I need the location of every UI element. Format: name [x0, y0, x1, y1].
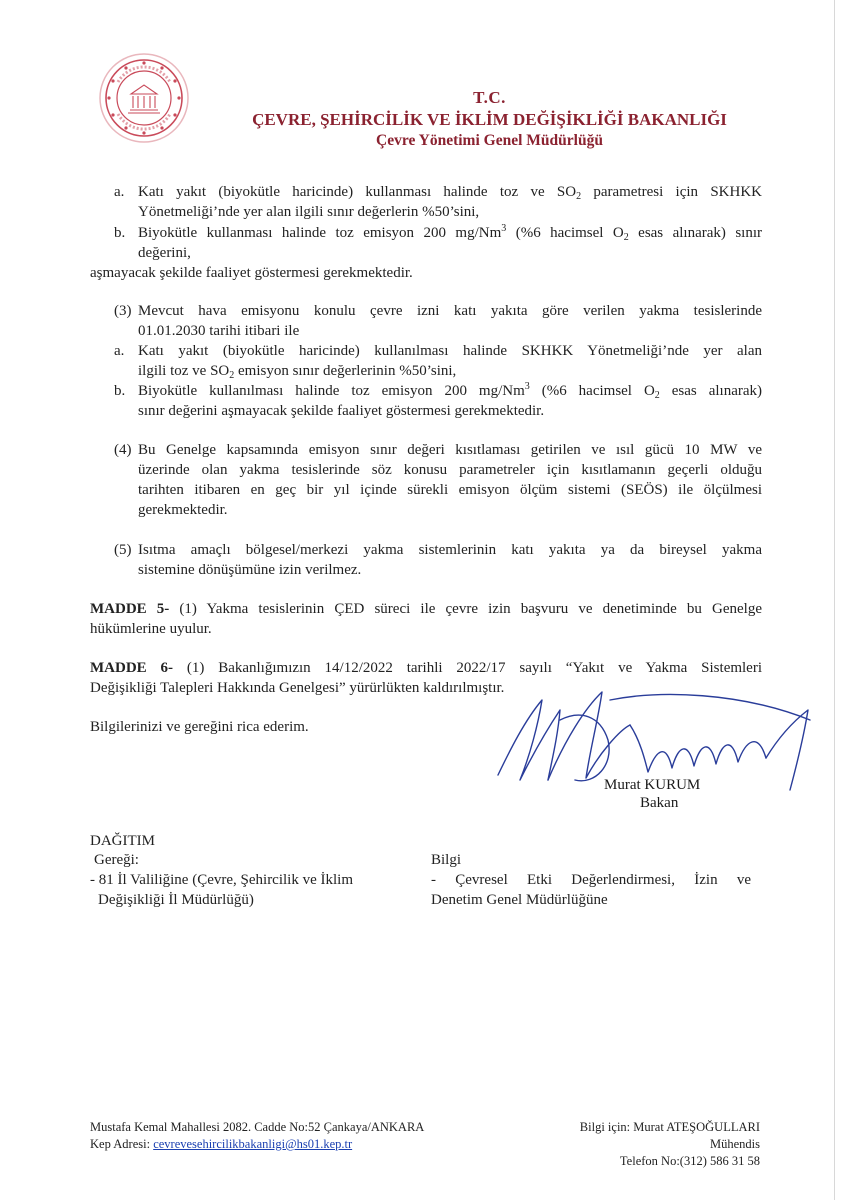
top-closing: aşmayacak şekilde faaliyet göstermesi gerekmektedir.: [90, 265, 413, 281]
item3-label: (3): [114, 303, 132, 319]
item4-label: (4): [114, 442, 132, 458]
signatory-title: Bakan: [640, 795, 679, 811]
item5-line2: sistemine dönüşümüne izin verilmez.: [138, 562, 362, 578]
signatory-name: Murat KURUM: [604, 777, 701, 793]
directorate-title: Çevre Yönetimi Genel Müdürlüğü: [376, 132, 603, 149]
item3-line2: 01.01.2030 tarihi itibari ile: [138, 323, 300, 339]
distribution-bilgi-line2: Denetim Genel Müdürlüğüne: [431, 892, 608, 908]
list-label-b: b.: [114, 225, 126, 241]
closing-sentence: Bilgilerinizi ve gereğini rica ederim.: [90, 719, 309, 735]
item4-line1: Bu Genelge kapsamında emisyon sınır değeri kısıtlaması getirilen ve ısıl gücü 10 MW ve: [138, 442, 762, 458]
kep-address-link[interactable]: cevrevesehircilikbakanligi@hs01.kep.tr: [153, 1137, 353, 1151]
item3-line1: Mevcut hava emisyonu konulu çevre izni katı yakıta göre verilen yakma tesislerinde: [138, 303, 762, 319]
madde6-line1: MADDE 6- (1) Bakanlığımızın 14/12/2022 tarihli 2022/17 sayılı “Yakıt ve Yakma Sistemleri: [90, 660, 763, 676]
item3-a-line1: Katı yakıt (biyokütle haricinde) kullanılması halinde SKHKK Yönetmeliği’nde yer alan: [138, 343, 762, 359]
item3-b-label: b.: [114, 383, 126, 399]
item4-line4: gerekmektedir.: [138, 502, 228, 518]
footer-phone: Telefon No:(312) 586 31 58: [619, 1154, 760, 1168]
top-b-line2: değerini,: [138, 245, 191, 261]
top-b-line1: Biyokütle kullanması halinde toz emisyon 200 mg/Nm$^3$ (%6 hacimsel $O_2$ esas alınarak) sınır: [138, 223, 762, 243]
item4-line2: üzerinde olan yakma tesislerinde söz konusu parametreler için kısıtlamanın geçerli olduğu: [138, 462, 762, 478]
distribution-gerekli-line2: Değişikliği İl Müdürlüğü): [98, 892, 254, 908]
header-tc: T.C.: [473, 88, 506, 107]
distribution-title: DAĞITIM: [90, 833, 155, 849]
footer-kep: Kep Adresi: cevrevesehircilikbakanligi@hs01.kep.tr: [90, 1137, 353, 1151]
item3-b-line2: sınır değerini aşmayacak şekilde faaliyet göstermesi gerekmektedir.: [138, 403, 545, 419]
item5-line1: Isıtma amaçlı bölgesel/merkezi yakma sistemlerinin katı yakıta ya da bireysel yakma: [138, 542, 762, 558]
distribution-bilgi-line1: - Çevresel Etki Değerlendirmesi, İzin ve: [431, 872, 751, 888]
madde6-line2: Değişikliği Talepleri Hakkında Genelgesi” yürürlükten kaldırılmıştır.: [90, 680, 505, 696]
item4-line3: tarihten itibaren en geç bir yıl içinde sürekli emisyon ölçüm sistemi (SEÖS) ile ölçülmesi: [138, 482, 762, 498]
footer-address: Mustafa Kemal Mahallesi 2082. Cadde No:52 Çankaya/ANKARA: [90, 1120, 425, 1134]
item5-label: (5): [114, 542, 132, 558]
item3-b-line1: Biyokütle kullanılması halinde toz emisyon 200 mg/Nm$^3$ (%6 hacimsel $O_2$ esas alınarak): [138, 381, 762, 401]
footer-role: Mühendis: [710, 1137, 760, 1151]
item3-a-label: a.: [114, 343, 125, 359]
footer-info: Bilgi için: Murat ATEŞOĞULLARI: [579, 1120, 760, 1134]
distribution-gerekli-line1: - 81 İl Valiliğine (Çevre, Şehircilik ve İklim: [90, 872, 353, 888]
top-a-line2: Yönetmeliği’nde yer alan ilgili sınır değerlerin %50’sini,: [138, 204, 480, 220]
page-edge: [834, 0, 835, 1200]
distribution-gerekli-label: Gereği:: [94, 852, 139, 868]
madde5-line2: hükümlerine uyulur.: [90, 621, 212, 637]
top-a-line1: Katı yakıt (biyokütle haricinde) kullanması halinde toz ve $SO_2$ parametresi için SKHKK: [138, 184, 762, 202]
list-label-a: a.: [114, 184, 125, 200]
item3-a-line2: ilgili toz ve $SO_2$ emisyon sınır değerlerinin %50’sini,: [138, 363, 457, 381]
ministry-title: ÇEVRE, ŞEHİRCİLİK VE İKLİM DEĞİŞİKLİĞİ BAKANLIĞI: [252, 110, 727, 129]
distribution-bilgi-label: Bilgi: [431, 852, 462, 868]
madde5-line1: MADDE 5- (1) Yakma tesislerinin ÇED süreci ile çevre izin başvuru ve denetiminde bu Genelge: [90, 601, 762, 617]
